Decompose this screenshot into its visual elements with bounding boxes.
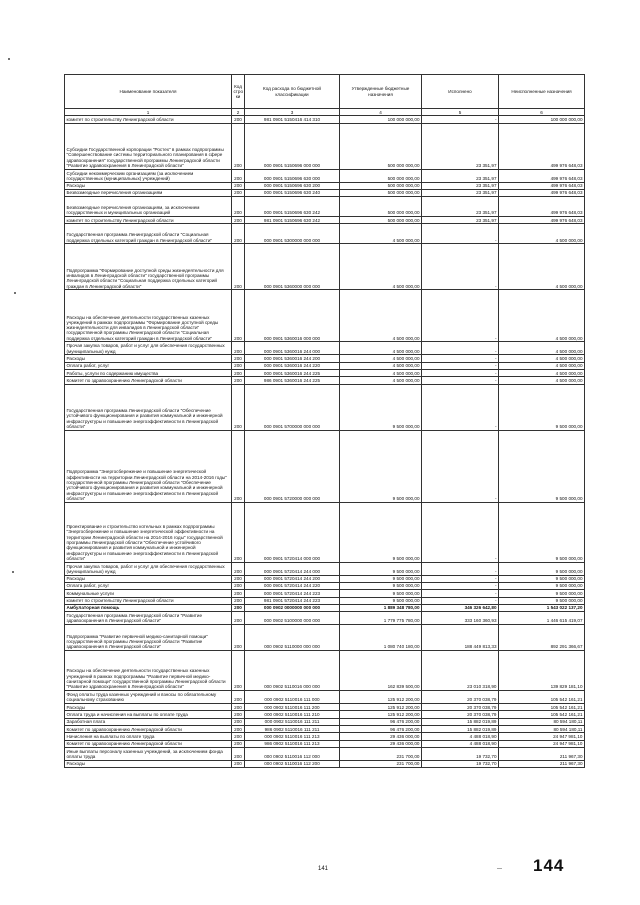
table-row	[65, 370, 585, 377]
row-name: Фонд оплаты труда казенных учреждений и взносы по обязательному социальному страхованию	[65, 691, 232, 704]
row-name: Расходы	[65, 704, 232, 711]
row-line-code: 200	[232, 711, 245, 718]
row-approved: 1 779 775 780,00	[340, 612, 422, 625]
row-approved: 9 500 000,00	[340, 597, 422, 604]
table-row	[65, 502, 585, 562]
row-name: Расходы	[65, 355, 232, 362]
row-budget-code: 000 0901 5150696 000 000	[245, 123, 340, 169]
row-unexecuted: 211 967,30	[499, 760, 585, 767]
handwritten-page-stamp: 144	[533, 856, 565, 875]
row-unexecuted: 100 000 000,00	[499, 116, 585, 123]
row-name: Коммунальные услуги	[65, 590, 232, 597]
row-unexecuted: 499 976 648,03	[499, 123, 585, 169]
row-unexecuted: 499 976 648,03	[499, 217, 585, 224]
row-name: комитет по строительству Ленинградской области	[65, 597, 232, 604]
row-budget-code: 000 0902 5110016 111 000	[245, 691, 340, 704]
row-unexecuted: 892 291 366,67	[499, 625, 585, 651]
row-approved: 500 000 000,00	[340, 182, 422, 189]
row-line-code: 200	[232, 384, 245, 430]
row-line-code: 200	[232, 123, 245, 169]
row-name: Оплата труда и начисления на выплаты по оплате труда	[65, 711, 232, 718]
row-line-code: 200	[232, 182, 245, 189]
table-header-row	[65, 75, 585, 109]
row-unexecuted: 499 976 648,03	[499, 197, 585, 217]
row-unexecuted: 4 500 000,00	[499, 290, 585, 342]
row-budget-code: 000 0901 5150696 630 242	[245, 197, 340, 217]
row-budget-code: 986 0902 5110016 111 211	[245, 726, 340, 733]
col-number: 2	[232, 109, 245, 116]
row-unexecuted: 9 500 000,00	[499, 562, 585, 575]
row-approved: 4 500 000,00	[340, 224, 422, 244]
row-name: Подпрограмма "Развитие первичной медико-санитарной помощи" государственной программы Ленинградской области "Развитие здравоохранения в Ленинградской области"	[65, 625, 232, 651]
row-budget-code: 000 0901 5360016 244 225	[245, 370, 340, 377]
row-budget-code: 000 0901 5720414 000 000	[245, 502, 340, 562]
col-number: 6	[499, 109, 585, 116]
row-approved: 4 500 000,00	[340, 377, 422, 384]
row-line-code: 200	[232, 726, 245, 733]
row-executed: 23 351,97	[422, 182, 499, 189]
row-line-code: 200	[232, 502, 245, 562]
row-unexecuted: 211 967,30	[499, 747, 585, 760]
row-executed: 19 732,70	[422, 760, 499, 767]
table-row	[65, 197, 585, 217]
row-executed: 4 488 018,90	[422, 733, 499, 740]
row-approved: 96 476 200,00	[340, 726, 422, 733]
row-name: Амбулаторная помощь	[65, 604, 232, 611]
table-row	[65, 691, 585, 704]
table-row	[65, 290, 585, 342]
row-budget-code: 981 0901 5150416 414 310	[245, 116, 340, 123]
row-budget-code: 000 0902 5110016 111 211	[245, 718, 340, 725]
row-budget-code: 000 0902 5110000 000 000	[245, 625, 340, 651]
row-line-code: 200	[232, 604, 245, 611]
header-budget-code: Код расхода по бюджетной классификации	[245, 75, 340, 109]
row-unexecuted: 4 500 000,00	[499, 224, 585, 244]
row-line-code: 200	[232, 760, 245, 767]
row-approved: 9 500 000,00	[340, 502, 422, 562]
row-name: Иные выплаты персоналу казенных учреждений, за исключением фонда оплаты труда	[65, 747, 232, 760]
row-name: Комитет по здравоохранению Ленинградской области	[65, 377, 232, 384]
row-executed: -	[422, 116, 499, 123]
col-number: 5	[422, 109, 499, 116]
row-line-code: 200	[232, 116, 245, 123]
row-budget-code: 986 0902 5110016 111 213	[245, 740, 340, 747]
row-line-code: 200	[232, 197, 245, 217]
row-approved: 125 912 200,00	[340, 704, 422, 711]
row-name: комитет по строительству Ленинградской области	[65, 217, 232, 224]
row-name: Проектирование и строительство котельных в рамках подпрограммы "Энергосбережение и повышение энергетической эффективности на территории Ленинградской области на 2014-2016 годы" государственной программы Ленинградской области "Обеспечение устойчивого функционирования и развития коммунальной и инженерной инфраструктуры и повышение энергоэффективности в Ленинградской области"	[65, 502, 232, 562]
row-line-code: 200	[232, 370, 245, 377]
row-line-code: 200	[232, 582, 245, 589]
row-unexecuted: 1 543 022 137,20	[499, 604, 585, 611]
table-row	[65, 651, 585, 691]
row-budget-code: 981 0901 5720414 244 223	[245, 597, 340, 604]
row-budget-code: 000 0901 5360016 000 000	[245, 290, 340, 342]
row-name: Расходы	[65, 575, 232, 582]
row-unexecuted: 9 500 000,00	[499, 590, 585, 597]
table-row	[65, 217, 585, 224]
scan-speck	[8, 58, 10, 60]
row-approved: 1 889 348 780,00	[340, 604, 422, 611]
row-line-code: 200	[232, 718, 245, 725]
row-name: Субсидии Государственной корпорации "Ростех" в рамках подпрограммы "Совершенствование системы территориального планирования в сфере здравоохранения" государственной программы Ленинградской области "Развитие здравоохранения в Ленинградской области"	[65, 123, 232, 169]
table-row	[65, 747, 585, 760]
row-unexecuted: 9 500 000,00	[499, 597, 585, 604]
table-row	[65, 342, 585, 355]
header-name: Наименование показателя	[65, 75, 232, 109]
table-row	[65, 377, 585, 384]
row-line-code: 200	[232, 217, 245, 224]
row-line-code: 200	[232, 575, 245, 582]
row-approved: 4 500 000,00	[340, 355, 422, 362]
table-row	[65, 244, 585, 290]
header-approved: Утвержденные бюджетные назначения	[340, 75, 422, 109]
row-executed: 20 370 038,79	[422, 691, 499, 704]
table-row	[65, 590, 585, 597]
row-approved: 100 000 000,00	[340, 116, 422, 123]
row-executed: -	[422, 377, 499, 384]
row-executed: -	[422, 224, 499, 244]
page-number: 141	[318, 866, 329, 872]
row-budget-code: 981 0901 5150696 630 242	[245, 217, 340, 224]
row-line-code: 200	[232, 691, 245, 704]
row-executed: 4 488 018,90	[422, 740, 499, 747]
col-number: 1	[65, 109, 232, 116]
row-unexecuted: 499 976 648,03	[499, 182, 585, 189]
row-approved: 500 000 000,00	[340, 189, 422, 196]
row-name: Подпрограмма "Формирование доступной среды жизнедеятельности для инвалидов в Ленинградской области" государственной программы Ленинградской области "Социальная поддержка отдельных категорий граждан в Ленинградской области"	[65, 244, 232, 290]
table-row	[65, 169, 585, 182]
row-line-code: 200	[232, 224, 245, 244]
row-approved: 9 500 000,00	[340, 582, 422, 589]
row-approved: 4 500 000,00	[340, 244, 422, 290]
row-line-code: 200	[232, 704, 245, 711]
row-line-code: 200	[232, 362, 245, 369]
row-line-code: 200	[232, 169, 245, 182]
table-row	[65, 597, 585, 604]
table-row	[65, 704, 585, 711]
row-executed: 23 351,97	[422, 169, 499, 182]
row-line-code: 200	[232, 597, 245, 604]
row-unexecuted: 9 500 000,00	[499, 575, 585, 582]
row-budget-code: 000 0901 5150696 630 200	[245, 182, 340, 189]
row-approved: 500 000 000,00	[340, 217, 422, 224]
row-unexecuted: 105 542 161,21	[499, 704, 585, 711]
row-name: Заработная плата	[65, 718, 232, 725]
row-name: Государственная программа Ленинградской области "Развитие здравоохранения в Ленинградской области"	[65, 612, 232, 625]
row-budget-code: 000 0901 5360000 000 000	[245, 244, 340, 290]
row-budget-code: 000 0901 5720414 244 220	[245, 582, 340, 589]
table-row	[65, 582, 585, 589]
row-executed: 23 351,97	[422, 197, 499, 217]
table-row	[65, 362, 585, 369]
row-name: Расходы на обеспечение деятельности государственных казенных учреждений в рамках подпрограммы "Формирование доступной среды жизнедеятельности для инвалидов в Ленинградской области" государственной программы Ленинградской области "Социальная поддержка отдельных категорий граждан в Ленинградской области"	[65, 290, 232, 342]
row-approved: 162 839 500,00	[340, 651, 422, 691]
table-row	[65, 384, 585, 430]
table-row	[65, 116, 585, 123]
row-unexecuted: 24 947 981,10	[499, 740, 585, 747]
row-name: Оплата работ, услуг	[65, 362, 232, 369]
row-name: Комитет по здравоохранению Ленинградской области	[65, 726, 232, 733]
row-approved: 1 080 740 180,00	[340, 625, 422, 651]
row-line-code: 200	[232, 590, 245, 597]
row-line-code: 200	[232, 377, 245, 384]
row-approved: 9 500 000,00	[340, 562, 422, 575]
row-approved: 4 500 000,00	[340, 370, 422, 377]
row-approved: 9 500 000,00	[340, 575, 422, 582]
row-unexecuted: 4 500 000,00	[499, 377, 585, 384]
row-line-code: 200	[232, 625, 245, 651]
row-name: Государственная программа Ленинградской области "Обеспечение устойчивого функционирования и развития коммунальной и инженерной инфраструктуры и повышение энергоэффективности в Ленинградской области"	[65, 384, 232, 430]
row-budget-code: 000 0902 5110016 000 000	[245, 651, 340, 691]
row-line-code: 200	[232, 733, 245, 740]
row-executed: 346 326 642,80	[422, 604, 499, 611]
row-budget-code: 000 0902 5100000 000 000	[245, 612, 340, 625]
row-executed: 19 732,70	[422, 747, 499, 760]
row-name: Подпрограмма "Энергосбережение и повышение энергетической эффективности на территории Ленинградской области на 2014-2016 годы" государственной программы Ленинградской области "Обеспечение устойчивого функционирования и развития коммунальной и инженерной инфраструктуры и повышение энергоэффективности в Ленинградской области"	[65, 430, 232, 502]
row-unexecuted: 4 500 000,00	[499, 244, 585, 290]
row-executed: -	[422, 562, 499, 575]
row-executed: 188 449 813,33	[422, 625, 499, 651]
row-executed: 15 882 019,89	[422, 718, 499, 725]
row-approved: 4 500 000,00	[340, 342, 422, 355]
row-executed: -	[422, 502, 499, 562]
row-line-code: 200	[232, 290, 245, 342]
row-name: Прочая закупка товаров, работ и услуг для обеспечения государственных (муниципальных) нужд	[65, 342, 232, 355]
row-budget-code: 000 0901 5360016 244 200	[245, 355, 340, 362]
row-line-code: 200	[232, 612, 245, 625]
row-budget-code: 000 0901 5150696 630 240	[245, 189, 340, 196]
table-row	[65, 718, 585, 725]
budget-execution-table	[64, 74, 585, 768]
table-row	[65, 711, 585, 718]
row-budget-code: 000 0902 5110016 111 210	[245, 711, 340, 718]
row-approved: 4 500 000,00	[340, 290, 422, 342]
row-budget-code: 000 0901 5700000 000 000	[245, 384, 340, 430]
row-budget-code: 986 0901 5360016 244 225	[245, 377, 340, 384]
row-unexecuted: 9 500 000,00	[499, 384, 585, 430]
row-executed: 20 370 038,79	[422, 704, 499, 711]
row-line-code: 200	[232, 244, 245, 290]
table-row	[65, 726, 585, 733]
row-executed: -	[422, 384, 499, 430]
row-approved: 500 000 000,00	[340, 197, 422, 217]
row-line-code: 200	[232, 747, 245, 760]
table-row	[65, 355, 585, 362]
row-budget-code: 000 0901 5720000 000 000	[245, 430, 340, 502]
row-budget-code: 000 0902 5110016 111 213	[245, 733, 340, 740]
row-executed: 23 351,97	[422, 123, 499, 169]
table-row	[65, 625, 585, 651]
row-approved: 9 500 000,00	[340, 384, 422, 430]
row-executed: -	[422, 582, 499, 589]
row-approved: 4 500 000,00	[340, 362, 422, 369]
row-name: Комитет по здравоохранению Ленинградской области	[65, 740, 232, 747]
row-executed: -	[422, 597, 499, 604]
row-name: комитет по строительству Ленинградской области	[65, 116, 232, 123]
row-unexecuted: 4 500 000,00	[499, 342, 585, 355]
row-executed: -	[422, 590, 499, 597]
row-budget-code: 000 0901 5720414 244 223	[245, 590, 340, 597]
row-budget-code: 000 0901 5300000 000 000	[245, 224, 340, 244]
row-unexecuted: 4 500 000,00	[499, 370, 585, 377]
footer-mark: —	[497, 866, 502, 872]
row-approved: 9 500 000,00	[340, 430, 422, 502]
row-unexecuted: 80 594 180,11	[499, 726, 585, 733]
row-unexecuted: 9 500 000,00	[499, 582, 585, 589]
row-name: Прочая закупка товаров, работ и услуг для обеспечения государственных (муниципальных) нужд	[65, 562, 232, 575]
table-row	[65, 740, 585, 747]
row-name: Субсидии некоммерческим организациям (за исключением государственных (муниципальных) учреждений)	[65, 169, 232, 182]
row-executed: 23 351,97	[422, 189, 499, 196]
row-approved: 29 436 000,00	[340, 733, 422, 740]
row-executed: -	[422, 575, 499, 582]
row-unexecuted: 9 500 000,00	[499, 502, 585, 562]
table-row	[65, 224, 585, 244]
row-approved: 9 500 000,00	[340, 590, 422, 597]
row-executed: -	[422, 290, 499, 342]
row-line-code: 200	[232, 740, 245, 747]
row-budget-code: 000 0902 0000000 000 000	[245, 604, 340, 611]
row-name: Начисления на выплаты по оплате труда	[65, 733, 232, 740]
table-row	[65, 189, 585, 196]
row-unexecuted: 4 500 000,00	[499, 362, 585, 369]
row-approved: 125 912 200,00	[340, 691, 422, 704]
row-line-code: 200	[232, 562, 245, 575]
row-approved: 500 000 000,00	[340, 123, 422, 169]
row-executed: -	[422, 370, 499, 377]
header-unexecuted: Неисполненные назначения	[499, 75, 585, 109]
row-budget-code: 000 0902 5110016 112 200	[245, 760, 340, 767]
column-number-row	[65, 109, 585, 116]
row-approved: 96 476 200,00	[340, 718, 422, 725]
row-line-code: 200	[232, 355, 245, 362]
row-unexecuted: 499 976 648,03	[499, 189, 585, 196]
row-line-code: 200	[232, 189, 245, 196]
row-unexecuted: 1 446 615 419,07	[499, 612, 585, 625]
table-body	[65, 116, 585, 768]
row-approved: 500 000 000,00	[340, 169, 422, 182]
col-number: 3	[245, 109, 340, 116]
row-executed: -	[422, 355, 499, 362]
row-approved: 231 700,00	[340, 760, 422, 767]
table-row	[65, 733, 585, 740]
row-name: Оплата работ, услуг	[65, 582, 232, 589]
row-name: Работы, услуги по содержанию имущества	[65, 370, 232, 377]
row-unexecuted: 499 976 648,03	[499, 169, 585, 182]
row-unexecuted: 80 594 180,11	[499, 718, 585, 725]
scan-speck	[12, 571, 14, 573]
row-unexecuted: 24 947 981,10	[499, 733, 585, 740]
table-row	[65, 123, 585, 169]
row-executed: 333 160 360,93	[422, 612, 499, 625]
table-row	[65, 575, 585, 582]
header-executed: Исполнено	[422, 75, 499, 109]
row-executed: 20 370 038,79	[422, 711, 499, 718]
table-row	[65, 760, 585, 767]
row-unexecuted: 105 542 161,21	[499, 711, 585, 718]
budget-report-page	[64, 74, 584, 768]
row-approved: 29 436 000,00	[340, 740, 422, 747]
row-executed: -	[422, 430, 499, 502]
row-line-code: 200	[232, 342, 245, 355]
row-approved: 125 912 200,00	[340, 711, 422, 718]
row-line-code: 200	[232, 430, 245, 502]
row-budget-code: 000 0901 5360016 244 000	[245, 342, 340, 355]
row-name: Расходы на обеспечение деятельности государственных казенных учреждений в рамках подпрограммы "Развитие первичной медико-санитарной помощи" государственной программы Ленинградской области "Развитие здравоохранения в Ленинградской области"	[65, 651, 232, 691]
row-name: Безвозмездные перечисления организациям	[65, 189, 232, 196]
row-budget-code: 000 0902 5110016 111 200	[245, 704, 340, 711]
row-unexecuted: 4 500 000,00	[499, 355, 585, 362]
row-budget-code: 000 0901 5360016 244 220	[245, 362, 340, 369]
row-executed: 23 351,97	[422, 217, 499, 224]
scan-speck	[14, 292, 16, 294]
table-row	[65, 430, 585, 502]
row-budget-code: 000 0901 5720414 244 000	[245, 562, 340, 575]
row-unexecuted: 139 829 181,10	[499, 651, 585, 691]
table-row	[65, 612, 585, 625]
row-executed: -	[422, 342, 499, 355]
row-unexecuted: 105 542 161,21	[499, 691, 585, 704]
col-number: 4	[340, 109, 422, 116]
table-row	[65, 604, 585, 611]
row-name: Расходы	[65, 760, 232, 767]
row-budget-code: 000 0901 5150696 630 000	[245, 169, 340, 182]
table-row	[65, 182, 585, 189]
row-name: Безвозмездные перечисления организациям, за исключением государственных и муниципальных организаций	[65, 197, 232, 217]
row-name: Государственная программа Ленинградской области "Социальная поддержка отдельных категорий граждан в Ленинградской области"	[65, 224, 232, 244]
header-line-code: Код стро ки	[232, 75, 245, 109]
row-approved: 231 700,00	[340, 747, 422, 760]
row-executed: -	[422, 244, 499, 290]
row-executed: 15 882 019,89	[422, 726, 499, 733]
row-executed: 23 010 318,90	[422, 651, 499, 691]
row-budget-code: 000 0901 5720414 244 200	[245, 575, 340, 582]
row-unexecuted: 9 500 000,00	[499, 430, 585, 502]
row-executed: -	[422, 362, 499, 369]
row-name: Расходы	[65, 182, 232, 189]
row-budget-code: 000 0902 5110016 112 000	[245, 747, 340, 760]
table-row	[65, 562, 585, 575]
row-line-code: 200	[232, 651, 245, 691]
